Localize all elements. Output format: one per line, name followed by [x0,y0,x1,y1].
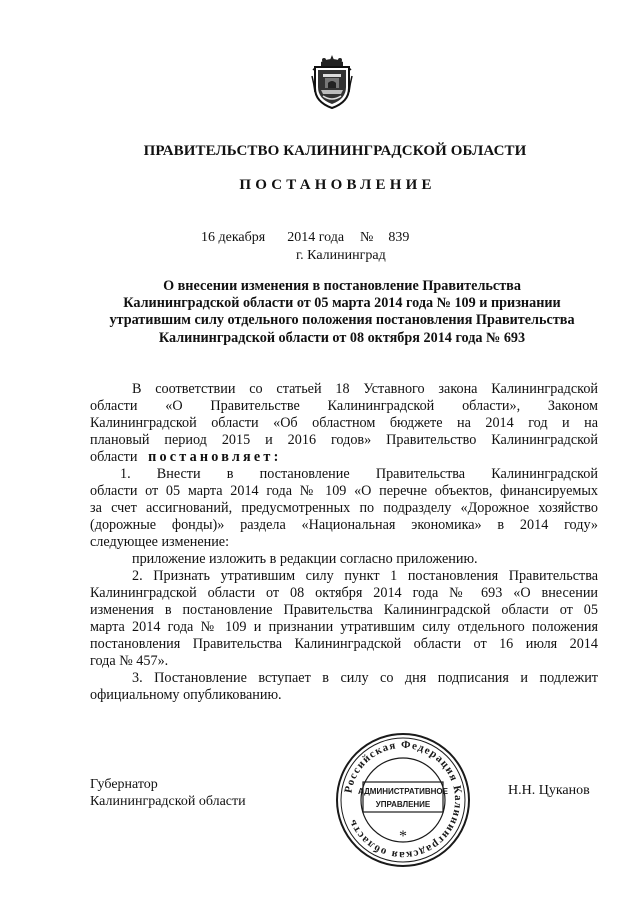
signer-name: Н.Н. Цуканов [508,783,590,798]
body-line: области «О Правительстве Калининградской области», Законом [90,398,598,414]
subject-line: утратившим силу отдельного положения постановления Правительства [109,312,575,329]
item-3-line: 3. Постановление вступает в силу со дня подписания и подлежит [132,670,598,686]
signer-position-line: Губернатор [90,777,158,792]
document-date-number [201,230,409,246]
document-number: 839 [388,230,410,245]
item-1-line: (дорожные фонды)» раздела «Национальная экономика» в 2014 году» [90,517,598,533]
document-subject [100,278,584,347]
item-1-line: следующее изменение: [90,534,230,550]
subject-line: Калининградской области от 05 марта 2014 года № 109 и признании [123,295,561,312]
item-2-line: постановления Правительства Калининградской области от 16 июля 2014 [90,636,598,652]
item-2-line: года № 457». [90,653,169,669]
item-1-line: 1. Внести в постановление Правительства Калининградской [120,466,598,482]
signer-position [90,776,246,810]
item-1-line: области от 05 марта 2014 года № 109 «О перечне объектов, финансируемых [90,483,598,499]
seal-star: * [399,828,407,845]
official-seal-icon [333,730,473,870]
signer-position-line: Калининградской области [90,794,246,809]
government-title: ПРАВИТЕЛЬСТВО КАЛИНИНГРАДСКОЙ ОБЛАСТИ [143,143,527,159]
date-year: 2014 года [287,230,345,245]
item-2-line: Калининградской области от 08 октября 2014 года № 693 «О внесении [90,585,598,601]
number-sign: № [360,230,374,245]
body-line: Калининградской области «Об областном бюджете на 2014 год и на [90,415,598,431]
item-2-line: 2. Признать утратившим силу пункт 1 постановления Правительства [132,568,598,584]
item-2-line: марта 2014 года № 109 и признании утратившим силу отдельного положения [90,619,598,635]
coat-of-arms-icon [311,54,353,110]
body-line: В соответствии со статьей 18 Уставного закона Калининградской [132,381,598,397]
subject-line: О внесении изменения в постановление Правительства [163,278,521,294]
seal-center-line: УПРАВЛЕНИЕ [375,800,431,809]
item-1-change: приложение изложить в редакции согласно приложению. [132,551,478,567]
body-line [90,449,598,466]
resolves-word: постановляет: [148,449,282,465]
item-2-line: изменения в постановление Правительства Калининградской области от 05 [90,602,598,618]
item-1-line: за счет ассигнований, предусмотренных по подразделу «Дорожное хозяйство [90,500,598,516]
seal-ring-text: Российская Федерация Калининградская область [342,738,465,862]
body-line: плановый период 2015 и 2016 годов» Правительство Калининградской [90,432,598,448]
date-day-month: 16 декабря [201,230,266,245]
document-type: ПОСТАНОВЛЕНИЕ [239,177,436,193]
document-city: г. Калининград [296,248,386,263]
document-body [90,381,598,704]
seal-center-line: АДМИНИСТРАТИВНОЕ [358,787,448,796]
item-3-line: официальному опубликованию. [90,687,282,703]
body-text: области [90,449,138,465]
subject-line: Калининградской области от 08 октября 2014 года № 693 [158,329,526,346]
